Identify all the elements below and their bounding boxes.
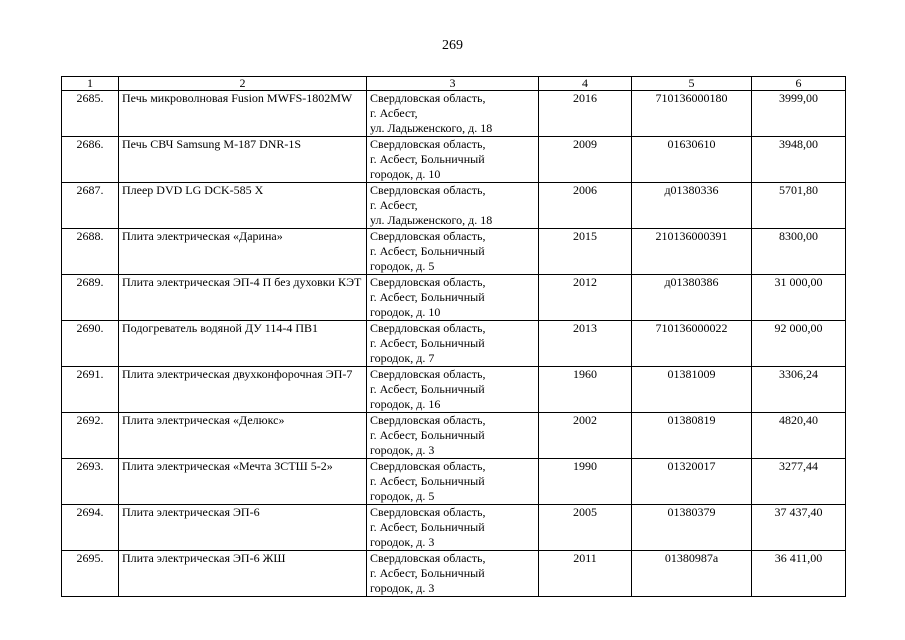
- row-number: 2691.: [62, 367, 119, 413]
- address-line: Свердловская область,: [370, 137, 486, 151]
- item-address: [367, 551, 539, 597]
- item-name: Плеер DVD LG DCK-585 X: [119, 183, 367, 229]
- item-name: Плита электрическая ЭП-6: [119, 505, 367, 551]
- row-number: 2685.: [62, 91, 119, 137]
- item-name: Плита электрическая «Делюкс»: [119, 413, 367, 459]
- column-header: 3: [367, 77, 539, 91]
- address-line: г. Асбест,: [370, 198, 418, 212]
- item-name: Плита электрическая «Дарина»: [119, 229, 367, 275]
- table-row: [62, 137, 846, 183]
- table-row: [62, 413, 846, 459]
- item-cost: 3948,00: [752, 137, 846, 183]
- address-line: городок, д. 10: [370, 167, 441, 181]
- inventory-number: д01380386: [632, 275, 752, 321]
- item-cost: 3277,44: [752, 459, 846, 505]
- address-line: ул. Ладыженского, д. 18: [370, 121, 493, 135]
- item-name: Печь микроволновая Fusion MWFS-1802MW: [119, 91, 367, 137]
- inventory-number: д01380336: [632, 183, 752, 229]
- address-line: г. Асбест, Больничный: [370, 244, 485, 258]
- address-line: городок, д. 5: [370, 259, 435, 273]
- row-number: 2690.: [62, 321, 119, 367]
- item-year: 2013: [539, 321, 632, 367]
- item-name: Плита электрическая ЭП-6 ЖШ: [119, 551, 367, 597]
- address-line: городок, д. 5: [370, 489, 435, 503]
- column-header: 4: [539, 77, 632, 91]
- item-cost: 31 000,00: [752, 275, 846, 321]
- address-line: Свердловская область,: [370, 183, 486, 197]
- table-row: [62, 459, 846, 505]
- item-address: [367, 183, 539, 229]
- item-cost: 8300,00: [752, 229, 846, 275]
- address-line: городок, д. 7: [370, 351, 435, 365]
- item-year: 2016: [539, 91, 632, 137]
- column-header: 6: [752, 77, 846, 91]
- table-row: [62, 275, 846, 321]
- item-address: [367, 413, 539, 459]
- item-cost: 3306,24: [752, 367, 846, 413]
- table-row: [62, 229, 846, 275]
- item-year: 1960: [539, 367, 632, 413]
- address-line: Свердловская область,: [370, 321, 486, 335]
- item-name: Плита электрическая «Мечта ЗСТШ 5-2»: [119, 459, 367, 505]
- item-name: Плита электрическая ЭП-4 П без духовки КЭТ: [119, 275, 367, 321]
- item-year: 2012: [539, 275, 632, 321]
- item-cost: 37 437,40: [752, 505, 846, 551]
- table-row: [62, 183, 846, 229]
- table-row: [62, 321, 846, 367]
- address-line: г. Асбест, Больничный: [370, 428, 485, 442]
- address-line: городок, д. 3: [370, 443, 435, 457]
- table-row: [62, 367, 846, 413]
- table-row: [62, 551, 846, 597]
- column-header: 5: [632, 77, 752, 91]
- header-row: [62, 77, 846, 91]
- item-address: [367, 275, 539, 321]
- inventory-number: 01630610: [632, 137, 752, 183]
- inventory-number: 01320017: [632, 459, 752, 505]
- item-address: [367, 321, 539, 367]
- row-number: 2693.: [62, 459, 119, 505]
- item-cost: 4820,40: [752, 413, 846, 459]
- table-row: [62, 91, 846, 137]
- item-name: Печь СВЧ Samsung M-187 DNR-1S: [119, 137, 367, 183]
- inventory-number: 01380987а: [632, 551, 752, 597]
- item-year: 1990: [539, 459, 632, 505]
- item-cost: 5701,80: [752, 183, 846, 229]
- inventory-number: 210136000391: [632, 229, 752, 275]
- table-row: [62, 505, 846, 551]
- row-number: 2689.: [62, 275, 119, 321]
- item-address: [367, 505, 539, 551]
- item-name: Плита электрическая двухконфорочная ЭП-7: [119, 367, 367, 413]
- address-line: г. Асбест, Больничный: [370, 566, 485, 580]
- item-year: 2006: [539, 183, 632, 229]
- row-number: 2686.: [62, 137, 119, 183]
- item-year: 2015: [539, 229, 632, 275]
- row-number: 2694.: [62, 505, 119, 551]
- item-year: 2005: [539, 505, 632, 551]
- row-number: 2687.: [62, 183, 119, 229]
- address-line: городок, д. 3: [370, 581, 435, 595]
- address-line: г. Асбест, Больничный: [370, 520, 485, 534]
- row-number: 2692.: [62, 413, 119, 459]
- inventory-number: 01380819: [632, 413, 752, 459]
- item-cost: 36 411,00: [752, 551, 846, 597]
- address-line: Свердловская область,: [370, 551, 486, 565]
- address-line: г. Асбест, Больничный: [370, 290, 485, 304]
- item-year: 2002: [539, 413, 632, 459]
- address-line: г. Асбест, Больничный: [370, 474, 485, 488]
- address-line: г. Асбест,: [370, 106, 418, 120]
- item-name: Подогреватель водяной ДУ 114-4 ПВ1: [119, 321, 367, 367]
- inventory-number: 01380379: [632, 505, 752, 551]
- inventory-number: 710136000180: [632, 91, 752, 137]
- item-cost: 92 000,00: [752, 321, 846, 367]
- address-line: Свердловская область,: [370, 275, 486, 289]
- address-line: Свердловская область,: [370, 459, 486, 473]
- column-header: 1: [62, 77, 119, 91]
- item-address: [367, 367, 539, 413]
- address-line: г. Асбест, Больничный: [370, 336, 485, 350]
- item-year: 2011: [539, 551, 632, 597]
- address-line: городок, д. 16: [370, 397, 441, 411]
- inventory-number: 01381009: [632, 367, 752, 413]
- address-line: городок, д. 3: [370, 535, 435, 549]
- column-header: 2: [119, 77, 367, 91]
- page-number: 269: [442, 38, 463, 53]
- address-line: городок, д. 10: [370, 305, 441, 319]
- item-year: 2009: [539, 137, 632, 183]
- inventory-number: 710136000022: [632, 321, 752, 367]
- item-address: [367, 91, 539, 137]
- row-number: 2695.: [62, 551, 119, 597]
- address-line: Свердловская область,: [370, 367, 486, 381]
- address-line: г. Асбест, Больничный: [370, 152, 485, 166]
- item-address: [367, 459, 539, 505]
- address-line: Свердловская область,: [370, 229, 486, 243]
- address-line: Свердловская область,: [370, 91, 486, 105]
- item-address: [367, 137, 539, 183]
- property-table: [61, 76, 846, 597]
- address-line: Свердловская область,: [370, 505, 486, 519]
- row-number: 2688.: [62, 229, 119, 275]
- item-address: [367, 229, 539, 275]
- address-line: Свердловская область,: [370, 413, 486, 427]
- address-line: г. Асбест, Больничный: [370, 382, 485, 396]
- address-line: ул. Ладыженского, д. 18: [370, 213, 493, 227]
- item-cost: 3999,00: [752, 91, 846, 137]
